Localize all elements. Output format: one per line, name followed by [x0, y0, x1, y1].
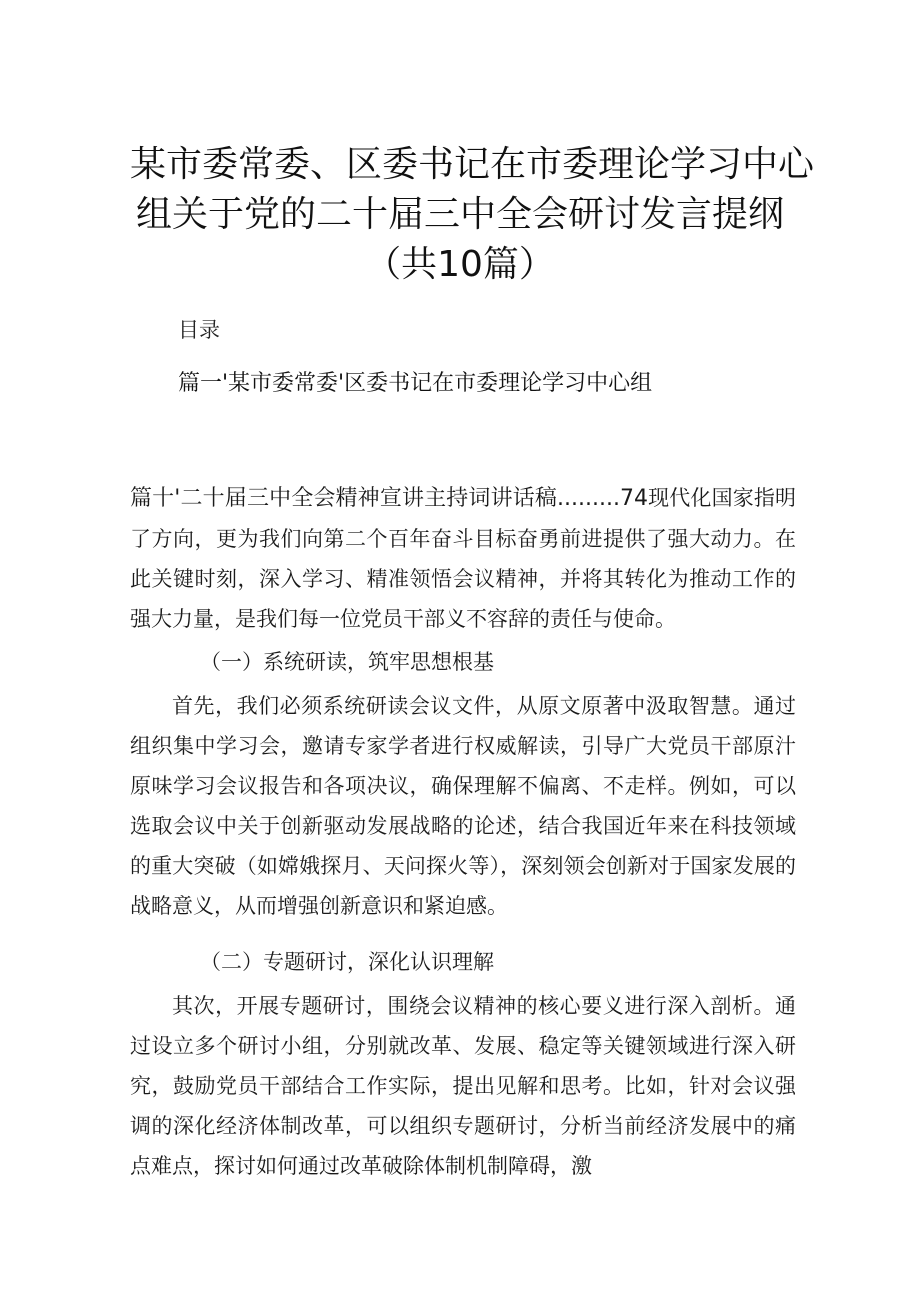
title-line-1: 某市委常委、区委书记在市委理论学习中心 [130, 144, 815, 185]
paragraph-intro [130, 478, 796, 639]
section-body-2: 其次，开展专题研讨，围绕会议精神的核心要义进行深入剖析。通过设立多个研讨小组，分别就改革、发展、稳定等关键领域进行深入研究，鼓励党员干部结合工作实际，提出见解和思考。比如，针对会议强调的深化经济体制改革，可以组织专题研讨，分析当前经济发展中的痛点难点，探讨如何通过改革破除体制机制障碍，激 [130, 994, 796, 1178]
title-line-2: 组关于党的二十届三中全会研讨发言提纲 [135, 194, 784, 235]
section-heading-1: （一）系统研读，筑牢思想根基 [200, 650, 494, 674]
document-title [130, 140, 815, 290]
paragraph-intro-body: 现代化国家指明了方向，更为我们向第二个百年奋斗目标奋勇前进提供了强大动力。在此关键时刻，深入学习、精准领悟会议精神，并将其转化为推动工作的强大力量，是我们每一位党员干部义不容辞的责任与使命。 [130, 486, 797, 631]
toc-label: 目录 [178, 318, 220, 342]
toc-item-last: 篇十'二十届三中全会精神宣讲主持词讲话稿.........74 [130, 486, 648, 511]
toc-item: 篇一'某市委常委'区委书记在市委理论学习中心组 [178, 371, 653, 396]
title-line-3: （共10篇） [365, 244, 555, 285]
section-heading-2: （二）专题研讨，深化认识理解 [200, 950, 494, 974]
section-body-1: 首先，我们必须系统研读会议文件，从原文原著中汲取智慧。通过组织集中学习会，邀请专家学者进行权威解读，引导广大党员干部原汁原味学习会议报告和各项决议，确保理解不偏离、不走样。例如，可以选取会议中关于创新驱动发展战略的论述，结合我国近年来在科技领域的重大突破（如嫦娥探月、天问探火等），深刻领会创新对于国家发展的战略意义，从而增强创新意识和紧迫感。 [130, 694, 796, 918]
